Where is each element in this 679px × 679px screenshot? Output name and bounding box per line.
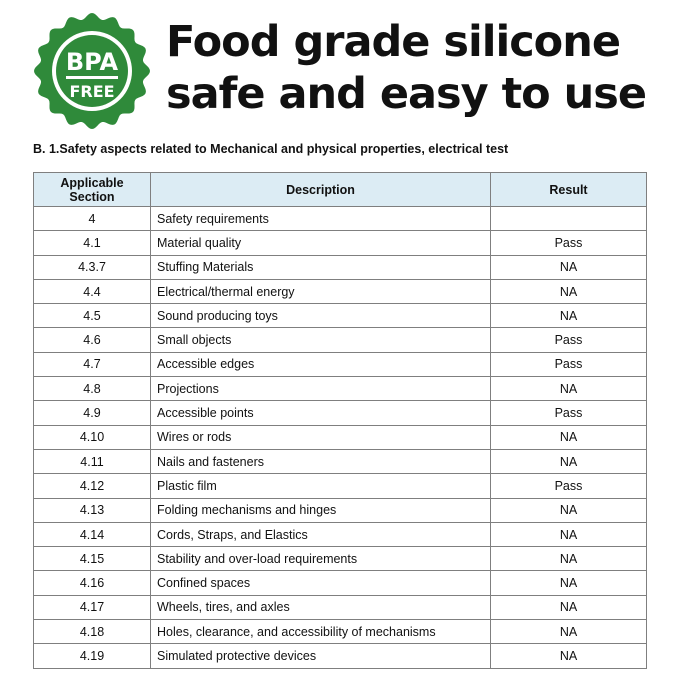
- result-cell: NA: [491, 547, 647, 571]
- headline-line-1: Food grade silicone: [166, 17, 620, 67]
- table-row: [34, 352, 647, 376]
- header-section-line-1: Applicable: [60, 175, 124, 190]
- description-cell: Material quality: [151, 231, 491, 255]
- badge-text-free: FREE: [69, 82, 115, 101]
- safety-results-table: [33, 172, 647, 669]
- result-cell: Pass: [491, 401, 647, 425]
- result-cell: NA: [491, 522, 647, 546]
- table-row: [34, 644, 647, 668]
- badge-text-bpa: BPA: [65, 48, 119, 76]
- section-cell: 4.5: [34, 304, 151, 328]
- section-cell: 4.10: [34, 425, 151, 449]
- result-cell: NA: [491, 449, 647, 473]
- result-cell: Pass: [491, 328, 647, 352]
- description-cell: Holes, clearance, and accessibility of mechanisms: [151, 620, 491, 644]
- table-row: [34, 498, 647, 522]
- result-cell: NA: [491, 304, 647, 328]
- result-cell: NA: [491, 279, 647, 303]
- description-cell: Stuffing Materials: [151, 255, 491, 279]
- table-row: [34, 620, 647, 644]
- table-row: [34, 401, 647, 425]
- section-cell: 4.8: [34, 377, 151, 401]
- result-cell: NA: [491, 377, 647, 401]
- result-cell: NA: [491, 644, 647, 668]
- result-cell: Pass: [491, 352, 647, 376]
- table-row: [34, 449, 647, 473]
- description-cell: Projections: [151, 377, 491, 401]
- description-cell: Small objects: [151, 328, 491, 352]
- description-cell: Accessible points: [151, 401, 491, 425]
- header-applicable-section: [34, 173, 151, 207]
- table-row: [34, 425, 647, 449]
- table-row: [34, 231, 647, 255]
- section-cell: 4.6: [34, 328, 151, 352]
- section-cell: 4.3.7: [34, 255, 151, 279]
- table-row: [34, 304, 647, 328]
- bpa-free-badge-icon: [33, 12, 151, 130]
- headline-line-2: safe and easy to use: [166, 69, 647, 119]
- table-row: [34, 474, 647, 498]
- section-cell: 4.17: [34, 595, 151, 619]
- section-cell: 4.7: [34, 352, 151, 376]
- description-cell: Electrical/thermal energy: [151, 279, 491, 303]
- headline: [166, 16, 646, 120]
- result-cell: Pass: [491, 231, 647, 255]
- result-cell: [491, 207, 647, 231]
- description-cell: Sound producing toys: [151, 304, 491, 328]
- section-cell: 4.19: [34, 644, 151, 668]
- result-cell: Pass: [491, 474, 647, 498]
- section-cell: 4.1: [34, 231, 151, 255]
- section-cell: 4.4: [34, 279, 151, 303]
- description-cell: Simulated protective devices: [151, 644, 491, 668]
- table-row: [34, 522, 647, 546]
- table-row: [34, 547, 647, 571]
- description-cell: Accessible edges: [151, 352, 491, 376]
- header-description: Description: [151, 173, 491, 207]
- section-cell: 4.13: [34, 498, 151, 522]
- description-cell: Confined spaces: [151, 571, 491, 595]
- table-row: [34, 279, 647, 303]
- header-result: Result: [491, 173, 647, 207]
- table-header-row: [34, 173, 647, 207]
- section-cell: 4.14: [34, 522, 151, 546]
- table-row: [34, 255, 647, 279]
- result-cell: NA: [491, 498, 647, 522]
- description-cell: Nails and fasteners: [151, 449, 491, 473]
- result-cell: NA: [491, 255, 647, 279]
- description-cell: Stability and over-load requirements: [151, 547, 491, 571]
- table-row: [34, 328, 647, 352]
- section-cell: 4.16: [34, 571, 151, 595]
- table-row: [34, 571, 647, 595]
- result-cell: NA: [491, 571, 647, 595]
- table-row: [34, 377, 647, 401]
- result-cell: NA: [491, 425, 647, 449]
- result-cell: NA: [491, 620, 647, 644]
- section-cell: 4.15: [34, 547, 151, 571]
- result-cell: NA: [491, 595, 647, 619]
- section-cell: 4.18: [34, 620, 151, 644]
- section-cell: 4.11: [34, 449, 151, 473]
- description-cell: Safety requirements: [151, 207, 491, 231]
- section-cell: 4.9: [34, 401, 151, 425]
- description-cell: Cords, Straps, and Elastics: [151, 522, 491, 546]
- section-cell: 4: [34, 207, 151, 231]
- description-cell: Folding mechanisms and hinges: [151, 498, 491, 522]
- description-cell: Plastic film: [151, 474, 491, 498]
- header-section-line-2: Section: [69, 189, 115, 204]
- table-body: [34, 207, 647, 669]
- description-cell: Wheels, tires, and axles: [151, 595, 491, 619]
- section-title: B. 1.Safety aspects related to Mechanical and physical properties, electrical test: [33, 142, 509, 156]
- table-row: [34, 595, 647, 619]
- description-cell: Wires or rods: [151, 425, 491, 449]
- badge-divider: [66, 76, 118, 79]
- table-row: [34, 207, 647, 231]
- section-cell: 4.12: [34, 474, 151, 498]
